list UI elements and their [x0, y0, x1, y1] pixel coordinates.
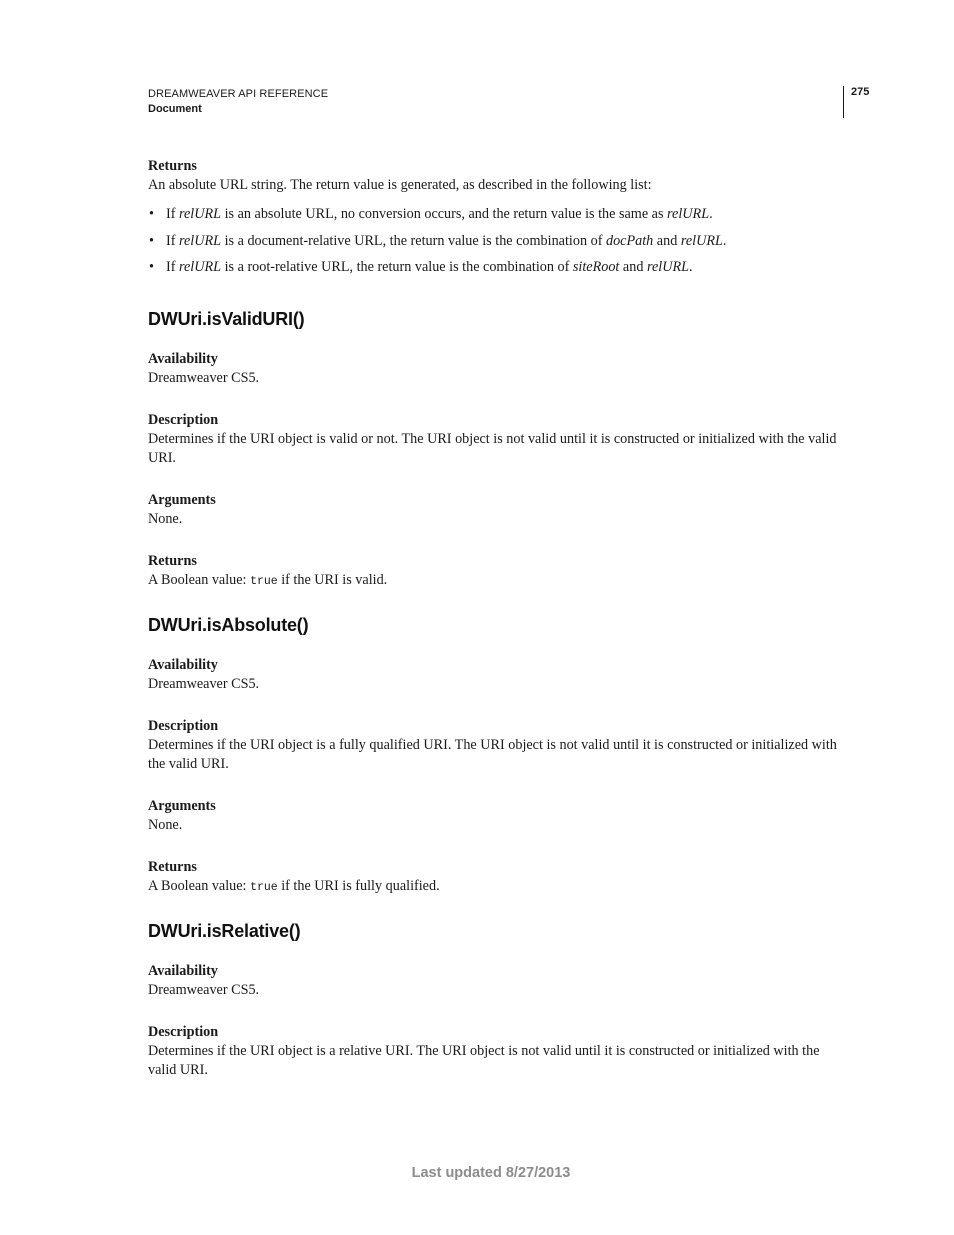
returns-label: Returns	[148, 552, 197, 569]
chapter-title: DREAMWEAVER API REFERENCE	[148, 88, 329, 100]
list-text: .	[709, 206, 713, 222]
param-name: relURL	[179, 206, 222, 222]
param-name: docPath	[605, 232, 654, 249]
return-conditions-list	[148, 205, 848, 277]
availability-text: Dreamweaver CS5.	[148, 675, 260, 692]
api-heading: DWUri.isRelative()	[148, 920, 301, 941]
list-text: If	[166, 232, 179, 249]
description-label: Description	[148, 411, 219, 428]
returns-label: Returns	[148, 858, 197, 875]
param-name: relURL	[179, 259, 222, 276]
returns-prefix: A Boolean value:	[148, 571, 251, 588]
description-text: Determines if the URI object is a fully qualified URI. The URI object is not valid until it is constructed or initialized with the valid URI.	[148, 736, 837, 772]
availability-label: Availability	[148, 656, 218, 673]
list-text: .	[689, 259, 693, 276]
list-text: is an absolute URL, no conversion occurs, and the return value is the same as	[221, 206, 668, 222]
returns-label: Returns	[148, 158, 197, 174]
param-name: relURL	[179, 232, 222, 249]
returns-text	[148, 571, 848, 591]
description-text: Determines if the URI object is valid or not. The URI object is not valid until it is constructed or initialized with the valid URI.	[148, 430, 837, 466]
list-text: is a root-relative URL, the return value is the combination of	[221, 259, 573, 276]
description-text: Determines if the URI object is a relative URI. The URI object is not valid until it is constructed or initialized with the valid URI.	[148, 1042, 820, 1078]
availability-text: Dreamweaver CS5.	[148, 369, 260, 386]
param-name: relURL	[667, 206, 710, 222]
section-title: Document	[148, 103, 202, 115]
footer-last-updated: Last updated 8/27/2013	[411, 1165, 571, 1181]
code-literal: true	[250, 880, 278, 894]
availability-label: Availability	[148, 350, 218, 367]
list-text: and	[653, 232, 681, 249]
list-text: .	[722, 232, 727, 249]
list-item	[148, 232, 848, 251]
param-name: siteRoot	[572, 259, 620, 276]
api-section-isvaliduri	[148, 285, 848, 591]
header-divider	[843, 86, 844, 118]
arguments-text: None.	[148, 510, 183, 527]
description-label: Description	[148, 717, 219, 734]
bullet-marker: •	[149, 232, 154, 249]
returns-suffix: if the URI is valid.	[277, 571, 388, 588]
param-name: relURL	[680, 232, 723, 249]
bullet-marker: •	[149, 259, 154, 276]
availability-text: Dreamweaver CS5.	[148, 981, 260, 998]
description-label: Description	[148, 1023, 219, 1040]
arguments-label: Arguments	[148, 491, 216, 508]
running-header	[148, 87, 328, 117]
list-item	[148, 205, 848, 224]
list-text: is a document-relative URL, the return value is the combination of	[221, 232, 606, 249]
list-text: If	[166, 206, 179, 222]
code-literal: true	[250, 574, 278, 588]
api-section-isrelative	[148, 897, 848, 1080]
arguments-text: None.	[148, 816, 183, 833]
param-name: relURL	[646, 259, 690, 276]
page-body	[148, 157, 848, 1080]
api-heading: DWUri.isAbsolute()	[148, 614, 309, 635]
page-number: 275	[851, 86, 870, 98]
api-section-isabsolute	[148, 591, 848, 897]
bullet-marker: •	[149, 206, 154, 222]
list-text: and	[619, 259, 647, 276]
availability-label: Availability	[148, 962, 218, 979]
returns-text	[148, 877, 848, 897]
api-heading: DWUri.isValidURI()	[148, 308, 305, 329]
list-text: If	[166, 259, 179, 276]
arguments-label: Arguments	[148, 797, 216, 814]
returns-text: An absolute URL string. The return value is generated, as described in the following list:	[148, 177, 652, 193]
returns-suffix: if the URI is fully qualified.	[277, 877, 440, 894]
returns-prefix: A Boolean value:	[148, 877, 251, 894]
list-item	[148, 258, 848, 277]
intro-returns	[148, 157, 848, 277]
